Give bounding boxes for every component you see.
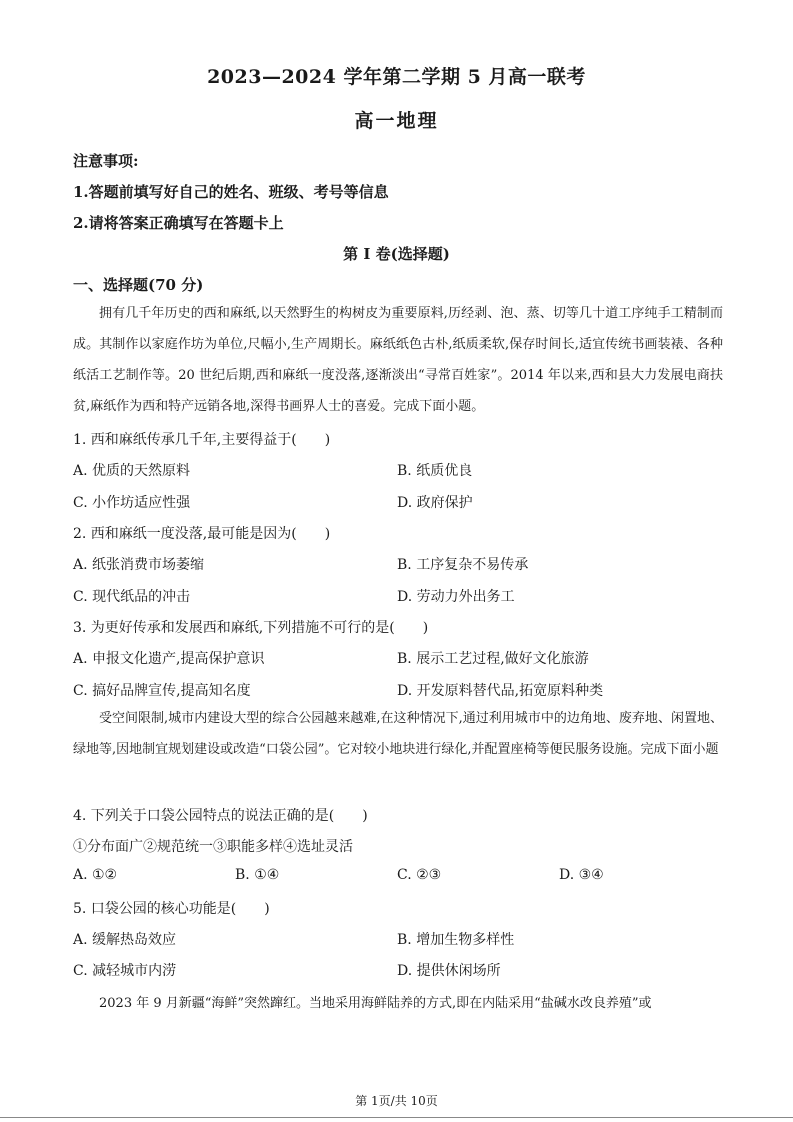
question-1-option-d[interactable]: D. 政府保护 [397, 495, 473, 511]
question-2-option-a[interactable]: A. 纸张消费市场萎缩 [73, 557, 205, 573]
passage-paper [73, 298, 723, 422]
question-2-option-b[interactable]: B. 工序复杂不易传承 [397, 557, 529, 573]
question-4-option-d[interactable]: D. ③④ [559, 867, 604, 883]
question-2-option-d[interactable]: D. 劳动力外出务工 [397, 589, 515, 605]
question-4-option-b[interactable]: B. ①④ [235, 867, 280, 883]
question-1-option-b[interactable]: B. 纸质优良 [397, 463, 473, 479]
question-4-statements: ①分布面广②规范统一③职能多样④选址灵活 [73, 839, 353, 855]
passage-seafood-start: 2023 年 9 月新疆“海鲜”突然蹿红。当地采用海鲜陆养的方式,即在内陆采用“盐碱水改良养殖”或 [99, 996, 652, 1011]
question-5-option-b[interactable]: B. 增加生物多样性 [397, 932, 515, 948]
section-volume: 第 I 卷(选择题) [343, 245, 450, 263]
question-2-stem: 2. 西和麻纸一度没落,最可能是因为( ) [73, 526, 331, 542]
question-3-option-a[interactable]: A. 申报文化遗产,提高保护意识 [73, 651, 265, 667]
question-1-option-c[interactable]: C. 小作坊适应性强 [73, 495, 191, 511]
question-5-option-a[interactable]: A. 缓解热岛效应 [73, 932, 177, 948]
exam-title: 2023—2024 学年第二学期 5 月高一联考 [207, 66, 586, 88]
passage-pocket-park [73, 703, 723, 765]
passage-paper-text: 拥有几千年历史的西和麻纸,以天然野生的构树皮为重要原料,历经剥、泡、蒸、切等几十道工序纯手工精制而成。其制作以家庭作坊为单位,尺幅小,生产周期长。麻纸纸色古朴,纸质柔软,保存时间长,适宜传统书画装裱、各种纸活工艺制作等。20 世纪后期,西和麻纸一度没落,逐渐淡出“寻常百姓家”。2014 年以来,西和县大力发展电商扶贫,麻纸作为西和特产远销各地,深得书画界人士的喜爱。完成下面小题。 [73, 306, 723, 414]
section-part: 一、选择题(70 分) [73, 276, 204, 294]
question-2-option-c[interactable]: C. 现代纸品的冲击 [73, 589, 191, 605]
question-4-option-a[interactable]: A. ①② [73, 867, 118, 883]
question-3-option-d[interactable]: D. 开发原料替代品,拓宽原料种类 [397, 683, 604, 699]
notice-item-2: 2.请将答案正确填写在答题卡上 [73, 214, 284, 232]
notice-heading: 注意事项: [73, 152, 139, 170]
question-3-option-b[interactable]: B. 展示工艺过程,做好文化旅游 [397, 651, 589, 667]
question-3-stem: 3. 为更好传承和发展西和麻纸,下列措施不可行的是( ) [73, 620, 429, 636]
footer-divider [0, 1117, 793, 1118]
page-indicator: 第 1页/共 10页 [355, 1094, 438, 1108]
question-5-option-d[interactable]: D. 提供休闲场所 [397, 963, 501, 979]
question-5-option-c[interactable]: C. 减轻城市内涝 [73, 963, 177, 979]
question-4-stem: 4. 下列关于口袋公园特点的说法正确的是( ) [73, 808, 368, 824]
question-5-stem: 5. 口袋公园的核心功能是( ) [73, 901, 270, 917]
question-1-stem: 1. 西和麻纸传承几千年,主要得益于( ) [73, 432, 331, 448]
passage-pocket-park-text: 受空间限制,城市内建设大型的综合公园越来越难,在这种情况下,通过利用城市中的边角地、废弃地、闲置地、绿地等,因地制宜规划建设或改造“口袋公园”。它对较小地块进行绿化,并配置座椅等便民服务设施。完成下面小题 [73, 711, 723, 757]
subject-title: 高一地理 [354, 110, 439, 132]
question-3-option-c[interactable]: C. 搞好品牌宣传,提高知名度 [73, 683, 251, 699]
question-1-option-a[interactable]: A. 优质的天然原料 [73, 463, 191, 479]
question-4-option-c[interactable]: C. ②③ [397, 867, 442, 883]
notice-item-1: 1.答题前填写好自己的姓名、班级、考号等信息 [73, 183, 389, 201]
